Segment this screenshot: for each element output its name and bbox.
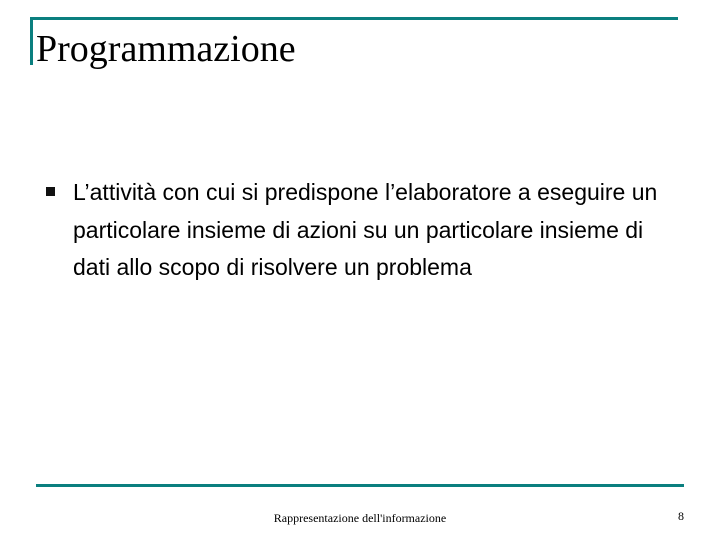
footer-rule: [36, 484, 684, 487]
footer-text: Rappresentazione dell'informazione: [273, 511, 447, 525]
page-number: 8: [678, 509, 684, 523]
slide-title: Programmazione: [36, 28, 296, 70]
square-bullet-icon: [46, 187, 55, 196]
title-top-rule: [30, 17, 678, 20]
bullet-text: L’attività con cui si predispone l’elaboratore a eseguire un particolare insieme di azioni su un particolare insieme di dati allo scopo di risolvere un problema: [73, 179, 658, 280]
title-left-rule: [30, 17, 33, 65]
